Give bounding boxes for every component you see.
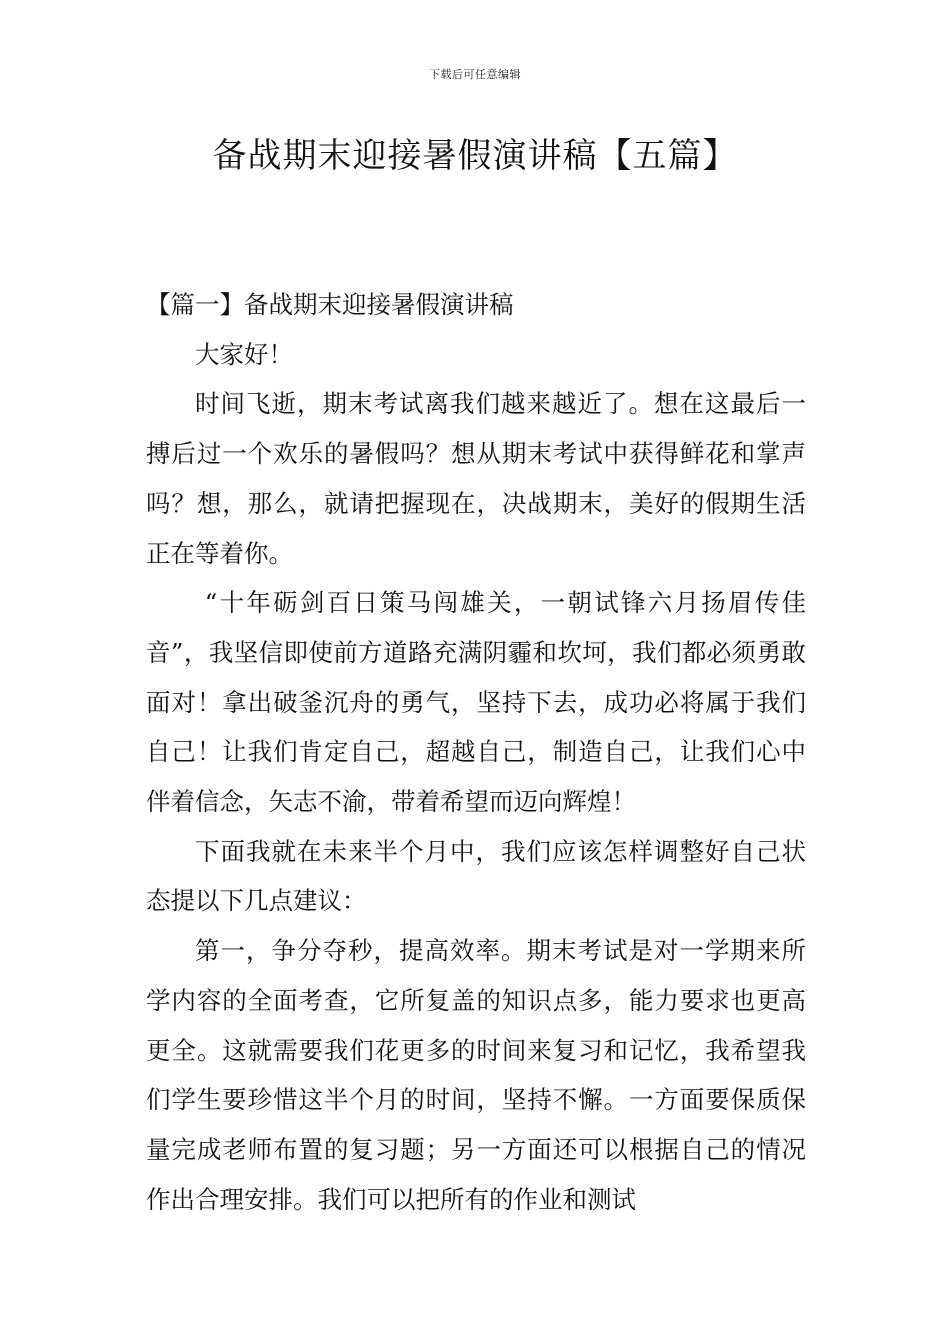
paragraph-greeting: 大家好！ bbox=[195, 339, 293, 369]
paragraph-suggestions-intro: 下面我就在未来半个月中，我们应该怎样调整好自己状态提以下几点建议： bbox=[146, 836, 806, 916]
paragraph-intro: 时间飞逝，期末考试离我们越来越近了。想在这最后一搏后过一个欢乐的暑假吗？想从期末考试中获得鲜花和掌声吗？想，那么，就请把握现在，决战期末，美好的假期生活正在等着你。 bbox=[146, 389, 806, 568]
page-title: 备战期末迎接暑假演讲稿【五篇】 bbox=[212, 136, 738, 176]
paragraph-quote: “十年砺剑百日策马闯雄关，一朝试锋六月扬眉传佳音”，我坚信即使前方道路充满阴霾和坎坷，我们都必须勇敢面对！拿出破釜沉舟的勇气，坚持下去，成功必将属于我们自己！让我们肯定自己，超越自己，制造自己，让我们心中伴着信念，矢志不渝，带着希望而迈向辉煌！ bbox=[146, 588, 806, 817]
section-heading: 【篇一】备战期末迎接暑假演讲稿 bbox=[146, 290, 514, 319]
document-body bbox=[146, 280, 806, 1224]
paragraph-first-suggestion: 第一，争分夺秒，提高效率。期末考试是对一学期来所学内容的全面考查，它所复盖的知识点多，能力要求也更高更全。这就需要我们花更多的时间来复习和记忆，我希望我们学生要珍惜这半个月的时间，坚持不懈。一方面要保质保量完成老师布置的复习题；另一方面还可以根据自己的情况作出合理安排。我们可以把所有的作业和测试 bbox=[146, 936, 806, 1214]
header-note: 下载后可任意编辑 bbox=[429, 68, 521, 81]
